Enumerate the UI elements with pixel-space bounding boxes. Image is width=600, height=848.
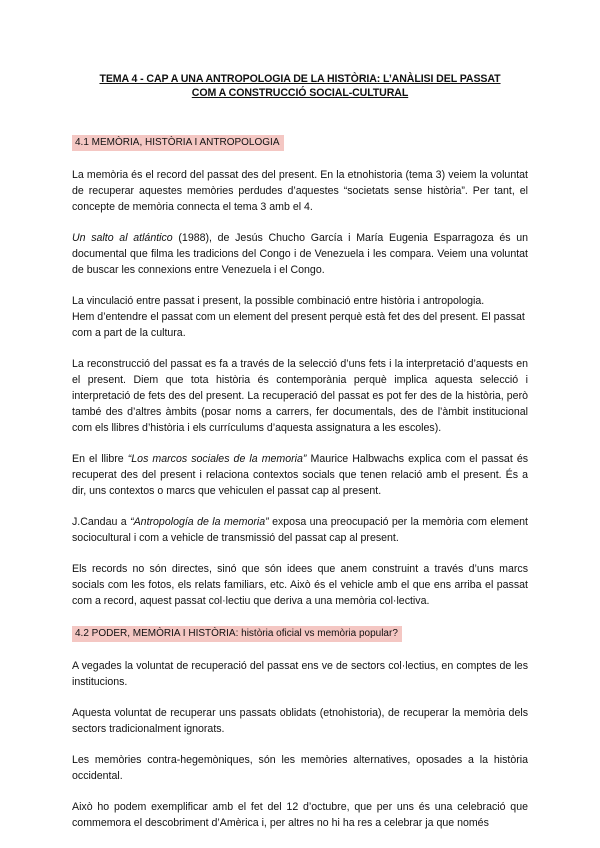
s1-p3-line-2: Hem d’entendre el passat com un element del present perquè està fet des del present. El passat com a part de la cultura.	[72, 311, 525, 339]
s2-paragraph-1: A vegades la voluntat de recuperació del passat ens ve de sectors col·lectius, en comptes de les institucions.	[72, 660, 528, 688]
s1-paragraph-7: Els records no són directes, sinó que són idees que anem construint a través d’uns marcs socials com les fotos, els relats familiars, etc. Això és el vehicle amb el que ens arriba el passat com a record, aquest passat col·lectiu que deriva a una memòria col·lectiva.	[72, 563, 528, 607]
s1-p5-text: Maurice Halbwachs explica com el passat és recuperat des del present i relaciona contextos socials que tenen relació amb el present. És a dir, uns contextos o marcs que vehiculen el passat cap al present.	[72, 453, 529, 497]
s1-p5-prefix: En el llibre	[72, 453, 128, 465]
s1-paragraph-6	[72, 514, 528, 546]
s1-paragraph-2	[72, 230, 528, 278]
section-2-heading: 4.2 PODER, MEMÒRIA I HISTÒRIA: història oficial vs memòria popular?	[72, 626, 402, 642]
s1-p2-text: (1988), de Jesús Chucho García i María Eugenia Esparragoza és un documental que filma les tradicions del Congo i de Venezuela i les compara. Veiem una voluntat de buscar les connexions entre Venezuela i el Congo.	[72, 232, 528, 276]
s1-paragraph-4: La reconstrucció del passat es fa a través de la selecció d’uns fets i la interpretació d’aquests en el present. Diem que tota història és contemporània perquè implica aquesta selecció i interpretació de fets des del present. La recuperació del passat es pot fer des de la història, però també des d’altres àmbits (posar noms a carrers, fer documentals, des de l’àmbit institucional com els llibres d’història i els currículums d’aquesta assignatura a les escoles).	[72, 358, 528, 434]
document-page	[72, 72, 528, 846]
s2-paragraph-4: Això ho podem exemplificar amb el fet del 12 d’octubre, que per uns és una celebració que commemora el descobriment d’Amèrica i, per altres no hi ha res a celebrar ja que només	[72, 801, 528, 829]
s1-paragraph-1: La memòria és el record del passat des del present. En la etnohistoria (tema 3) veiem la voluntat de recuperar aquestes memòries perdudes d’aquestes “societats sense història”. Per tant, el concepte de memòria connecta el tema 3 amb el 4.	[72, 169, 528, 213]
s1-paragraph-5	[72, 451, 528, 499]
s1-p2-italic: Un salto al atlántico	[72, 232, 173, 244]
s2-paragraph-3: Les memòries contra-hegemòniques, són les memòries alternatives, oposades a la història occidental.	[72, 754, 528, 782]
s1-p6-prefix: J.Candau a	[72, 516, 131, 528]
s1-p6-text: exposa una preocupació per la memòria com element sociocultural i com a vehicle de transmissió del passat cap al present.	[72, 516, 528, 544]
s1-p3-line-1: La vinculació entre passat i present, la possible combinació entre història i antropologia.	[72, 295, 485, 307]
s2-paragraph-2: Aquesta voluntat de recuperar uns passats oblidats (etnohistoria), de recuperar la memòria dels sectors tradicionalment ignorats.	[72, 707, 528, 735]
section-2-heading-wrap	[72, 623, 528, 642]
s1-paragraph-3	[72, 293, 528, 341]
s1-p5-italic: “Los marcos sociales de la memoria”	[127, 453, 307, 465]
section-1-heading: 4.1 MEMÒRIA, HISTÒRIA I ANTROPOLOGIA	[72, 135, 284, 151]
title-line-2: COM A CONSTRUCCIÓ SOCIAL-CULTURAL	[191, 87, 409, 99]
s1-p6-italic: “Antropología de la memoria”	[130, 516, 269, 528]
document-title	[72, 72, 528, 100]
section-1-heading-wrap	[72, 132, 528, 151]
title-line-1: TEMA 4 - CAP A UNA ANTROPOLOGIA DE LA HISTÒRIA: L’ANÀLISI DEL PASSAT	[99, 73, 501, 85]
